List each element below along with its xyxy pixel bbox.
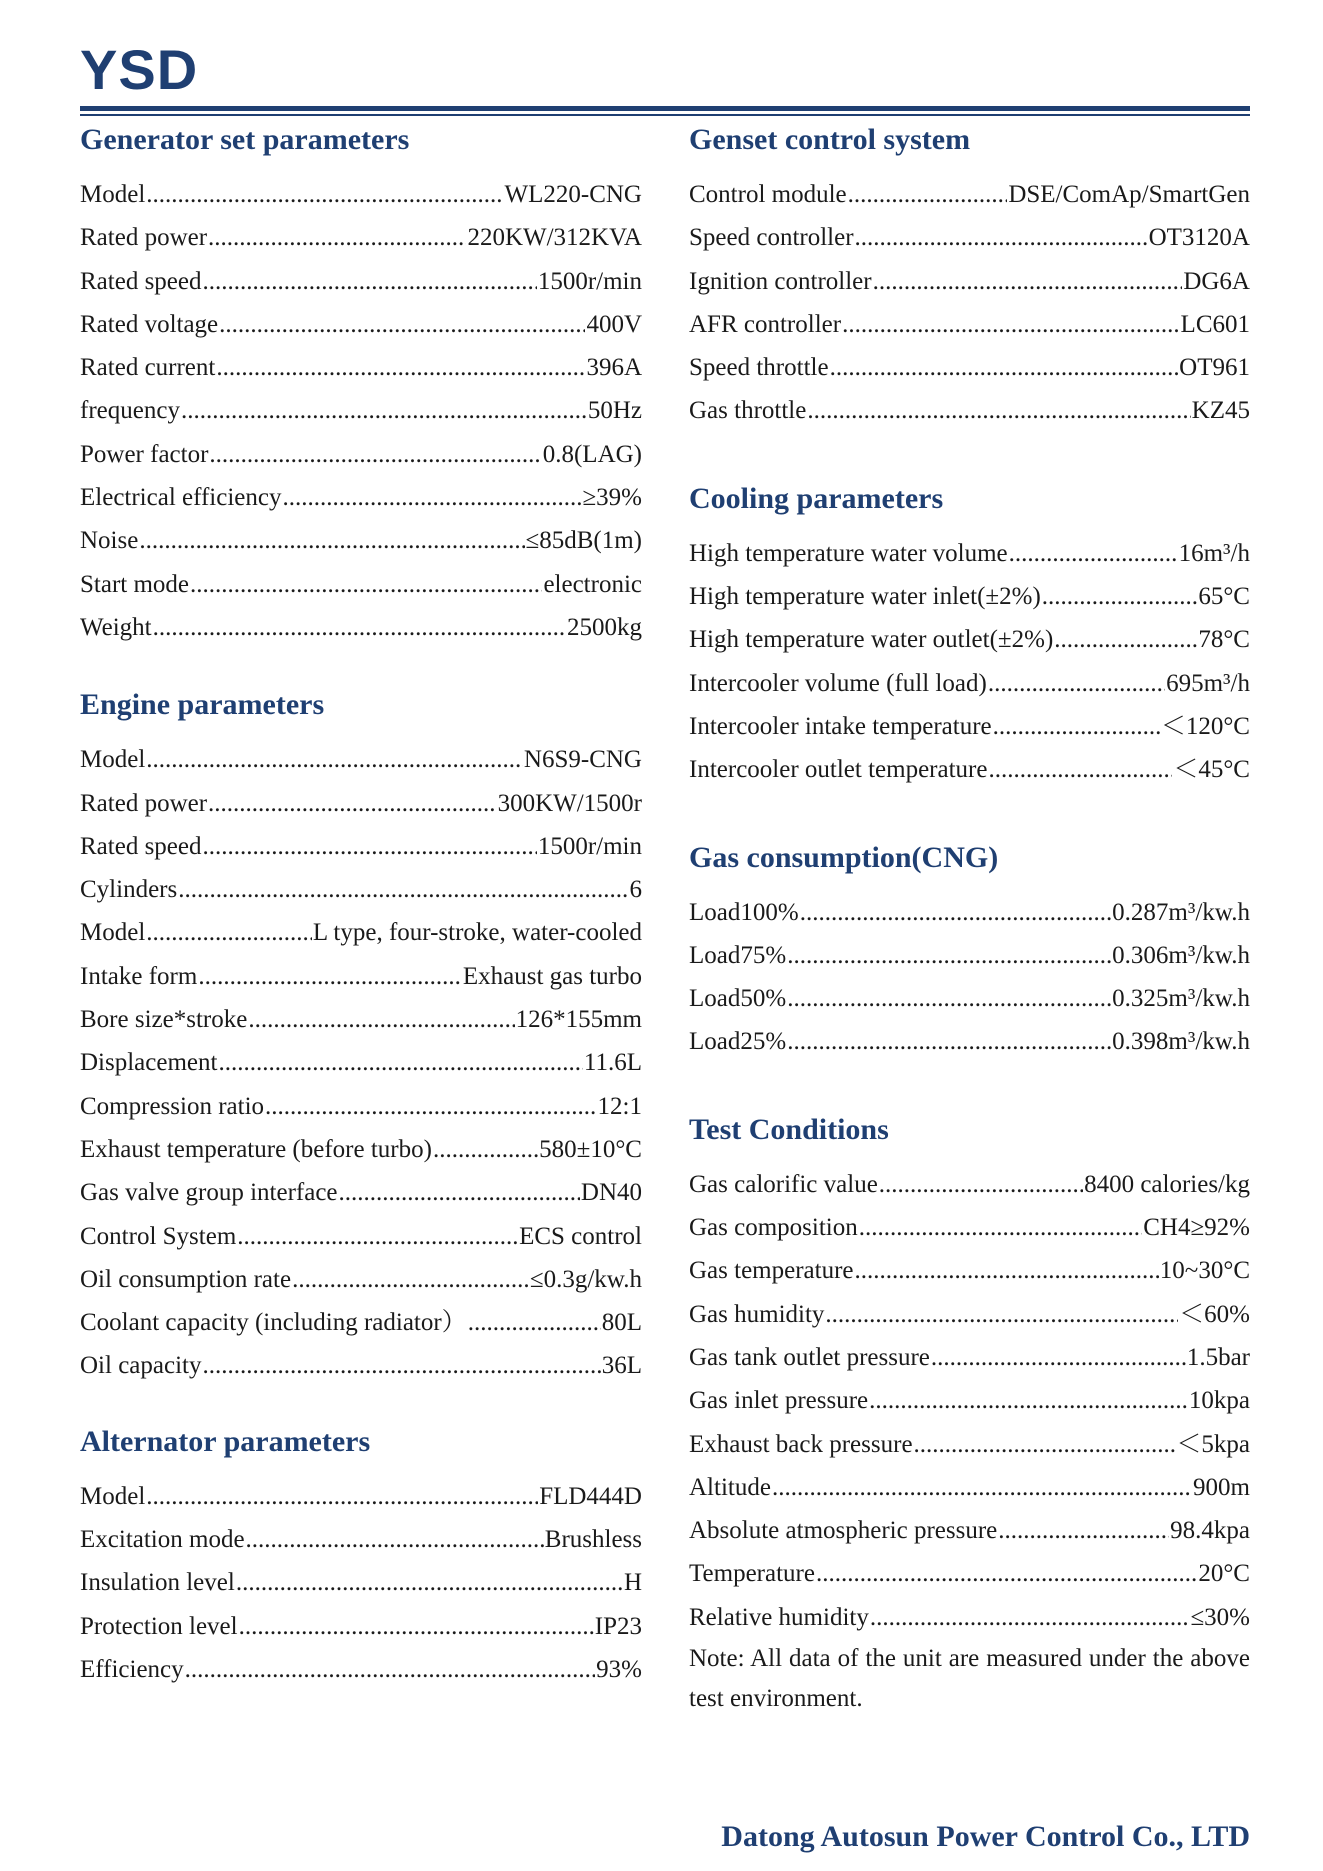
param-label: Gas throttle: [689, 397, 807, 425]
param-row: [689, 346, 1250, 389]
param-row: [80, 1518, 642, 1561]
param-label: Efficiency: [80, 1655, 184, 1683]
dot-leader: [208, 216, 466, 259]
dot-leader: [146, 911, 312, 954]
param-value: IP23: [594, 1612, 642, 1640]
dot-leader: [292, 1258, 529, 1301]
control-section: [689, 118, 1250, 433]
param-value: 400V: [586, 310, 642, 338]
param-label: High temperature water volume: [689, 539, 1008, 567]
dot-leader: [248, 998, 514, 1041]
param-label: Start mode: [80, 570, 190, 598]
dot-leader: [988, 748, 1172, 791]
param-value: 65°C: [1198, 583, 1250, 611]
param-row: [689, 977, 1250, 1020]
param-value: 2500kg: [567, 613, 642, 641]
param-label: Cylinders: [80, 876, 178, 904]
param-value: 16m³/h: [1178, 539, 1250, 567]
dot-leader: [339, 1171, 580, 1214]
param-label: Model: [80, 1482, 146, 1510]
param-label: Intercooler intake temperature: [689, 712, 992, 740]
param-label: Weight: [80, 613, 152, 641]
control-rows: [689, 173, 1250, 433]
param-row: [689, 1379, 1250, 1422]
dot-leader: [237, 1215, 518, 1258]
param-label: Rated speed: [80, 832, 202, 860]
param-value: OT961: [1179, 354, 1250, 382]
param-row: [689, 173, 1250, 216]
param-value: 8400 calories/kg: [1084, 1170, 1250, 1198]
dot-leader: [246, 1518, 544, 1561]
param-value: Brushless: [544, 1526, 642, 1554]
param-row: [80, 911, 642, 954]
dot-leader: [202, 1344, 600, 1387]
param-label: Intake form: [80, 962, 198, 990]
param-value: N6S9-CNG: [523, 746, 642, 774]
param-value: ≤85dB(1m): [525, 527, 642, 555]
param-label: Temperature: [689, 1560, 815, 1588]
param-row: [80, 519, 642, 562]
param-value: H: [623, 1569, 642, 1597]
param-value: 78°C: [1198, 626, 1250, 654]
param-label: Control System: [80, 1222, 237, 1250]
dot-leader: [993, 705, 1160, 748]
param-value: 1500r/min: [537, 832, 642, 860]
param-row: [80, 782, 642, 825]
param-value: 695m³/h: [1166, 669, 1250, 697]
param-label: Oil consumption rate: [80, 1265, 292, 1293]
param-label: Coolant capacity (including radiator）: [80, 1309, 467, 1337]
param-value: 80L: [601, 1309, 642, 1337]
dot-leader: [433, 1128, 538, 1171]
param-row: [689, 303, 1250, 346]
param-row: [689, 389, 1250, 432]
dot-leader: [468, 1301, 601, 1344]
param-value: 0.287m³/kw.h: [1112, 898, 1250, 926]
param-value: 0.398m³/kw.h: [1112, 1028, 1250, 1056]
param-value: KZ45: [1191, 397, 1250, 425]
param-row: [80, 476, 642, 519]
param-label: Gas inlet pressure: [689, 1387, 869, 1415]
dot-leader: [855, 1249, 1159, 1292]
param-row: [80, 1475, 642, 1518]
dot-leader: [216, 346, 585, 389]
param-label: Oil capacity: [80, 1352, 202, 1380]
param-row: [80, 825, 642, 868]
dot-leader: [914, 1423, 1176, 1466]
param-value: ECS control: [519, 1222, 642, 1250]
param-label: Rated power: [80, 789, 208, 817]
gas-section-title: Gas consumption(CNG): [689, 840, 999, 874]
left-column: [80, 118, 642, 1691]
dot-leader: [816, 1552, 1197, 1595]
control-section-title: Genset control system: [689, 123, 971, 156]
param-value: DSE/ComAp/SmartGen: [1008, 181, 1250, 208]
param-label: Ignition controller: [689, 267, 872, 295]
param-label: Exhaust back pressure: [689, 1430, 913, 1458]
test-note: Note: All data of the unit are measured under the above test environment.: [689, 1645, 1250, 1713]
param-label: Rated power: [80, 224, 208, 252]
param-row: [689, 1509, 1250, 1552]
param-value: ≤0.3g/kw.h: [529, 1265, 642, 1293]
param-row: [80, 303, 642, 346]
test-rows: [689, 1163, 1250, 1639]
dot-leader: [842, 303, 1179, 346]
param-label: frequency: [80, 397, 180, 425]
engine-section: [80, 683, 642, 1387]
param-value: electronic: [543, 570, 642, 598]
param-value: FLD444D: [539, 1482, 642, 1510]
param-row: [689, 1163, 1250, 1206]
param-row: [689, 1249, 1250, 1292]
param-value: 11.6L: [583, 1049, 642, 1077]
param-row: [689, 662, 1250, 705]
param-row: [80, 1215, 642, 1258]
param-value: OT3120A: [1148, 224, 1250, 252]
param-label: Absolute atmospheric pressure: [689, 1517, 998, 1545]
dot-leader: [283, 476, 582, 519]
dot-leader: [185, 1648, 596, 1691]
alternator-rows: [80, 1475, 642, 1691]
param-value: 0.325m³/kw.h: [1112, 985, 1250, 1013]
param-label: High temperature water outlet(±2%): [689, 626, 1054, 654]
dot-leader: [146, 1475, 538, 1518]
param-value: WL220-CNG: [504, 181, 642, 208]
dot-leader: [219, 303, 585, 346]
param-label: Exhaust temperature (before turbo): [80, 1135, 432, 1163]
param-row: [80, 1258, 642, 1301]
param-row: [80, 1301, 642, 1344]
param-row: [80, 1344, 642, 1387]
param-label: Speed throttle: [689, 354, 829, 382]
param-label: Power factor: [80, 440, 209, 468]
param-value: CH4≥92%: [1143, 1214, 1250, 1242]
param-label: Electrical efficiency: [80, 484, 282, 512]
param-value: 0.8(LAG): [542, 440, 642, 468]
dot-leader: [218, 1041, 582, 1084]
dot-leader: [879, 1163, 1083, 1206]
param-row: [689, 216, 1250, 259]
dot-leader: [869, 1379, 1188, 1422]
param-value: 10kpa: [1188, 1387, 1250, 1415]
param-row: [80, 433, 642, 476]
dot-leader: [202, 260, 536, 303]
dot-leader: [988, 662, 1165, 705]
alternator-section-title: Alternator parameters: [80, 1424, 371, 1458]
param-label: Protection level: [80, 1612, 238, 1640]
param-value: ≥39%: [582, 484, 642, 512]
brand-logo: YSD: [80, 38, 199, 101]
param-value: LC601: [1180, 310, 1250, 338]
dot-leader: [1009, 532, 1178, 575]
param-row: [80, 389, 642, 432]
param-row: [689, 934, 1250, 977]
dot-leader: [139, 519, 524, 562]
test-section-title: Test Conditions: [689, 1112, 889, 1146]
param-label: Intercooler outlet temperature: [689, 756, 988, 784]
param-row: [80, 1041, 642, 1084]
dot-leader: [998, 1509, 1169, 1552]
footer-company: Datong Autosun Power Control Co., LTD: [721, 1820, 1250, 1853]
dot-leader: [859, 1206, 1142, 1249]
param-value: DG6A: [1183, 267, 1250, 295]
dot-leader: [870, 1596, 1190, 1639]
param-row: [80, 606, 642, 649]
param-value: ≤30%: [1190, 1603, 1250, 1631]
dot-leader: [848, 173, 1008, 216]
param-row: [689, 1466, 1250, 1509]
param-label: Compression ratio: [80, 1092, 265, 1120]
param-value: 93%: [596, 1655, 642, 1683]
dot-leader: [931, 1336, 1186, 1379]
param-value: ＜5kpa: [1176, 1430, 1250, 1458]
dot-leader: [787, 934, 1111, 977]
test-section: [689, 1108, 1250, 1719]
right-column: [689, 118, 1250, 1719]
param-value: 6: [629, 876, 642, 904]
param-row: [689, 1423, 1250, 1466]
param-row: [80, 868, 642, 911]
param-row: [80, 955, 642, 998]
dot-leader: [146, 173, 503, 216]
param-value: 1500r/min: [537, 267, 642, 295]
dot-leader: [807, 389, 1190, 432]
param-label: Relative humidity: [689, 1603, 869, 1631]
param-row: [689, 748, 1250, 791]
param-row: [80, 738, 642, 781]
param-value: 396A: [586, 354, 642, 382]
param-label: Rated current: [80, 354, 216, 382]
param-label: Load50%: [689, 985, 787, 1013]
param-label: Load75%: [689, 941, 787, 969]
param-label: Load25%: [689, 1028, 787, 1056]
param-label: Insulation level: [80, 1569, 235, 1597]
alternator-section: [80, 1420, 642, 1691]
header-rule-thin: [80, 114, 1250, 116]
param-value: 12:1: [597, 1092, 642, 1120]
dot-leader: [146, 738, 523, 781]
dot-leader: [198, 955, 462, 998]
param-value: 36L: [601, 1352, 642, 1380]
param-row: [80, 1171, 642, 1214]
gas-section: [689, 836, 1250, 1064]
dot-leader: [190, 563, 542, 606]
param-value: 1.5bar: [1186, 1343, 1250, 1371]
dot-leader: [1054, 618, 1197, 661]
dot-leader: [209, 433, 541, 476]
param-value: 300KW/1500r: [497, 789, 642, 817]
generator-section: [80, 118, 642, 649]
param-label: Gas temperature: [689, 1257, 854, 1285]
param-row: [689, 575, 1250, 618]
param-row: [689, 1336, 1250, 1379]
param-value: ＜120°C: [1160, 712, 1250, 740]
engine-section-title: Engine parameters: [80, 688, 325, 722]
param-row: [80, 346, 642, 389]
param-row: [689, 1293, 1250, 1336]
generator-rows: [80, 173, 642, 649]
param-label: Load100%: [689, 898, 799, 926]
dot-leader: [787, 1020, 1111, 1063]
param-label: Excitation mode: [80, 1526, 245, 1554]
dot-leader: [873, 260, 1183, 303]
cooling-section-title: Cooling parameters: [689, 481, 944, 515]
param-row: [689, 532, 1250, 575]
param-label: Model: [80, 919, 146, 947]
param-value: ＜60%: [1179, 1300, 1250, 1328]
param-row: [689, 891, 1250, 934]
param-row: [80, 1085, 642, 1128]
param-row: [689, 705, 1250, 748]
param-label: Control module: [689, 181, 847, 208]
param-row: [80, 563, 642, 606]
dot-leader: [208, 782, 497, 825]
dot-leader: [772, 1466, 1192, 1509]
dot-leader: [202, 825, 536, 868]
dot-leader: [787, 977, 1111, 1020]
dot-leader: [825, 1293, 1178, 1336]
param-label: Intercooler volume (full load): [689, 669, 987, 697]
param-value: 50Hz: [587, 397, 642, 425]
param-value: 20°C: [1198, 1560, 1250, 1588]
param-value: 220KW/312KVA: [467, 224, 642, 252]
param-row: [80, 1605, 642, 1648]
param-label: Gas tank outlet pressure: [689, 1343, 930, 1371]
param-row: [80, 216, 642, 259]
param-label: Bore size*stroke: [80, 1006, 248, 1034]
param-value: 126*155mm: [515, 1006, 642, 1034]
param-label: Rated speed: [80, 267, 202, 295]
header-rule-thick: [80, 106, 1250, 111]
param-row: [689, 1596, 1250, 1639]
param-row: [689, 1020, 1250, 1063]
dot-leader: [830, 346, 1179, 389]
cooling-rows: [689, 532, 1250, 792]
gas-rows: [689, 891, 1250, 1064]
dot-leader: [1042, 575, 1198, 618]
param-value: 10~30°C: [1159, 1257, 1250, 1285]
dot-leader: [855, 216, 1148, 259]
dot-leader: [239, 1605, 594, 1648]
param-value: 580±10°C: [539, 1135, 642, 1163]
param-row: [689, 260, 1250, 303]
param-value: L type, four-stroke, water-cooled: [312, 919, 642, 947]
param-label: Altitude: [689, 1473, 771, 1501]
param-value: 0.306m³/kw.h: [1112, 941, 1250, 969]
param-row: [689, 618, 1250, 661]
param-value: 98.4kpa: [1170, 1517, 1250, 1545]
engine-rows: [80, 738, 642, 1387]
param-label: Gas valve group interface: [80, 1179, 338, 1207]
param-value: 900m: [1193, 1473, 1250, 1501]
param-row: [80, 1561, 642, 1604]
dot-leader: [181, 389, 587, 432]
param-label: Rated voltage: [80, 310, 219, 338]
dot-leader: [178, 868, 628, 911]
dot-leader: [265, 1085, 597, 1128]
param-row: [80, 173, 642, 216]
param-value: DN40: [580, 1179, 642, 1207]
param-value: Exhaust gas turbo: [462, 962, 642, 990]
param-label: Noise: [80, 527, 139, 555]
param-label: Gas calorific value: [689, 1170, 878, 1198]
cooling-section: [689, 477, 1250, 792]
param-row: [689, 1206, 1250, 1249]
param-label: Gas composition: [689, 1214, 858, 1242]
param-label: AFR controller: [689, 310, 842, 338]
param-value: ＜45°C: [1173, 756, 1250, 784]
param-label: Model: [80, 746, 146, 774]
param-label: Model: [80, 181, 146, 208]
param-label: Gas humidity: [689, 1300, 825, 1328]
dot-leader: [236, 1561, 623, 1604]
param-row: [689, 1552, 1250, 1595]
generator-section-title: Generator set parameters: [80, 123, 410, 156]
param-row: [80, 1128, 642, 1171]
param-label: Displacement: [80, 1049, 218, 1077]
param-label: Speed controller: [689, 224, 854, 252]
param-row: [80, 998, 642, 1041]
dot-leader: [153, 606, 566, 649]
dot-leader: [800, 891, 1111, 934]
param-row: [80, 260, 642, 303]
param-row: [80, 1648, 642, 1691]
param-label: High temperature water inlet(±2%): [689, 583, 1041, 611]
